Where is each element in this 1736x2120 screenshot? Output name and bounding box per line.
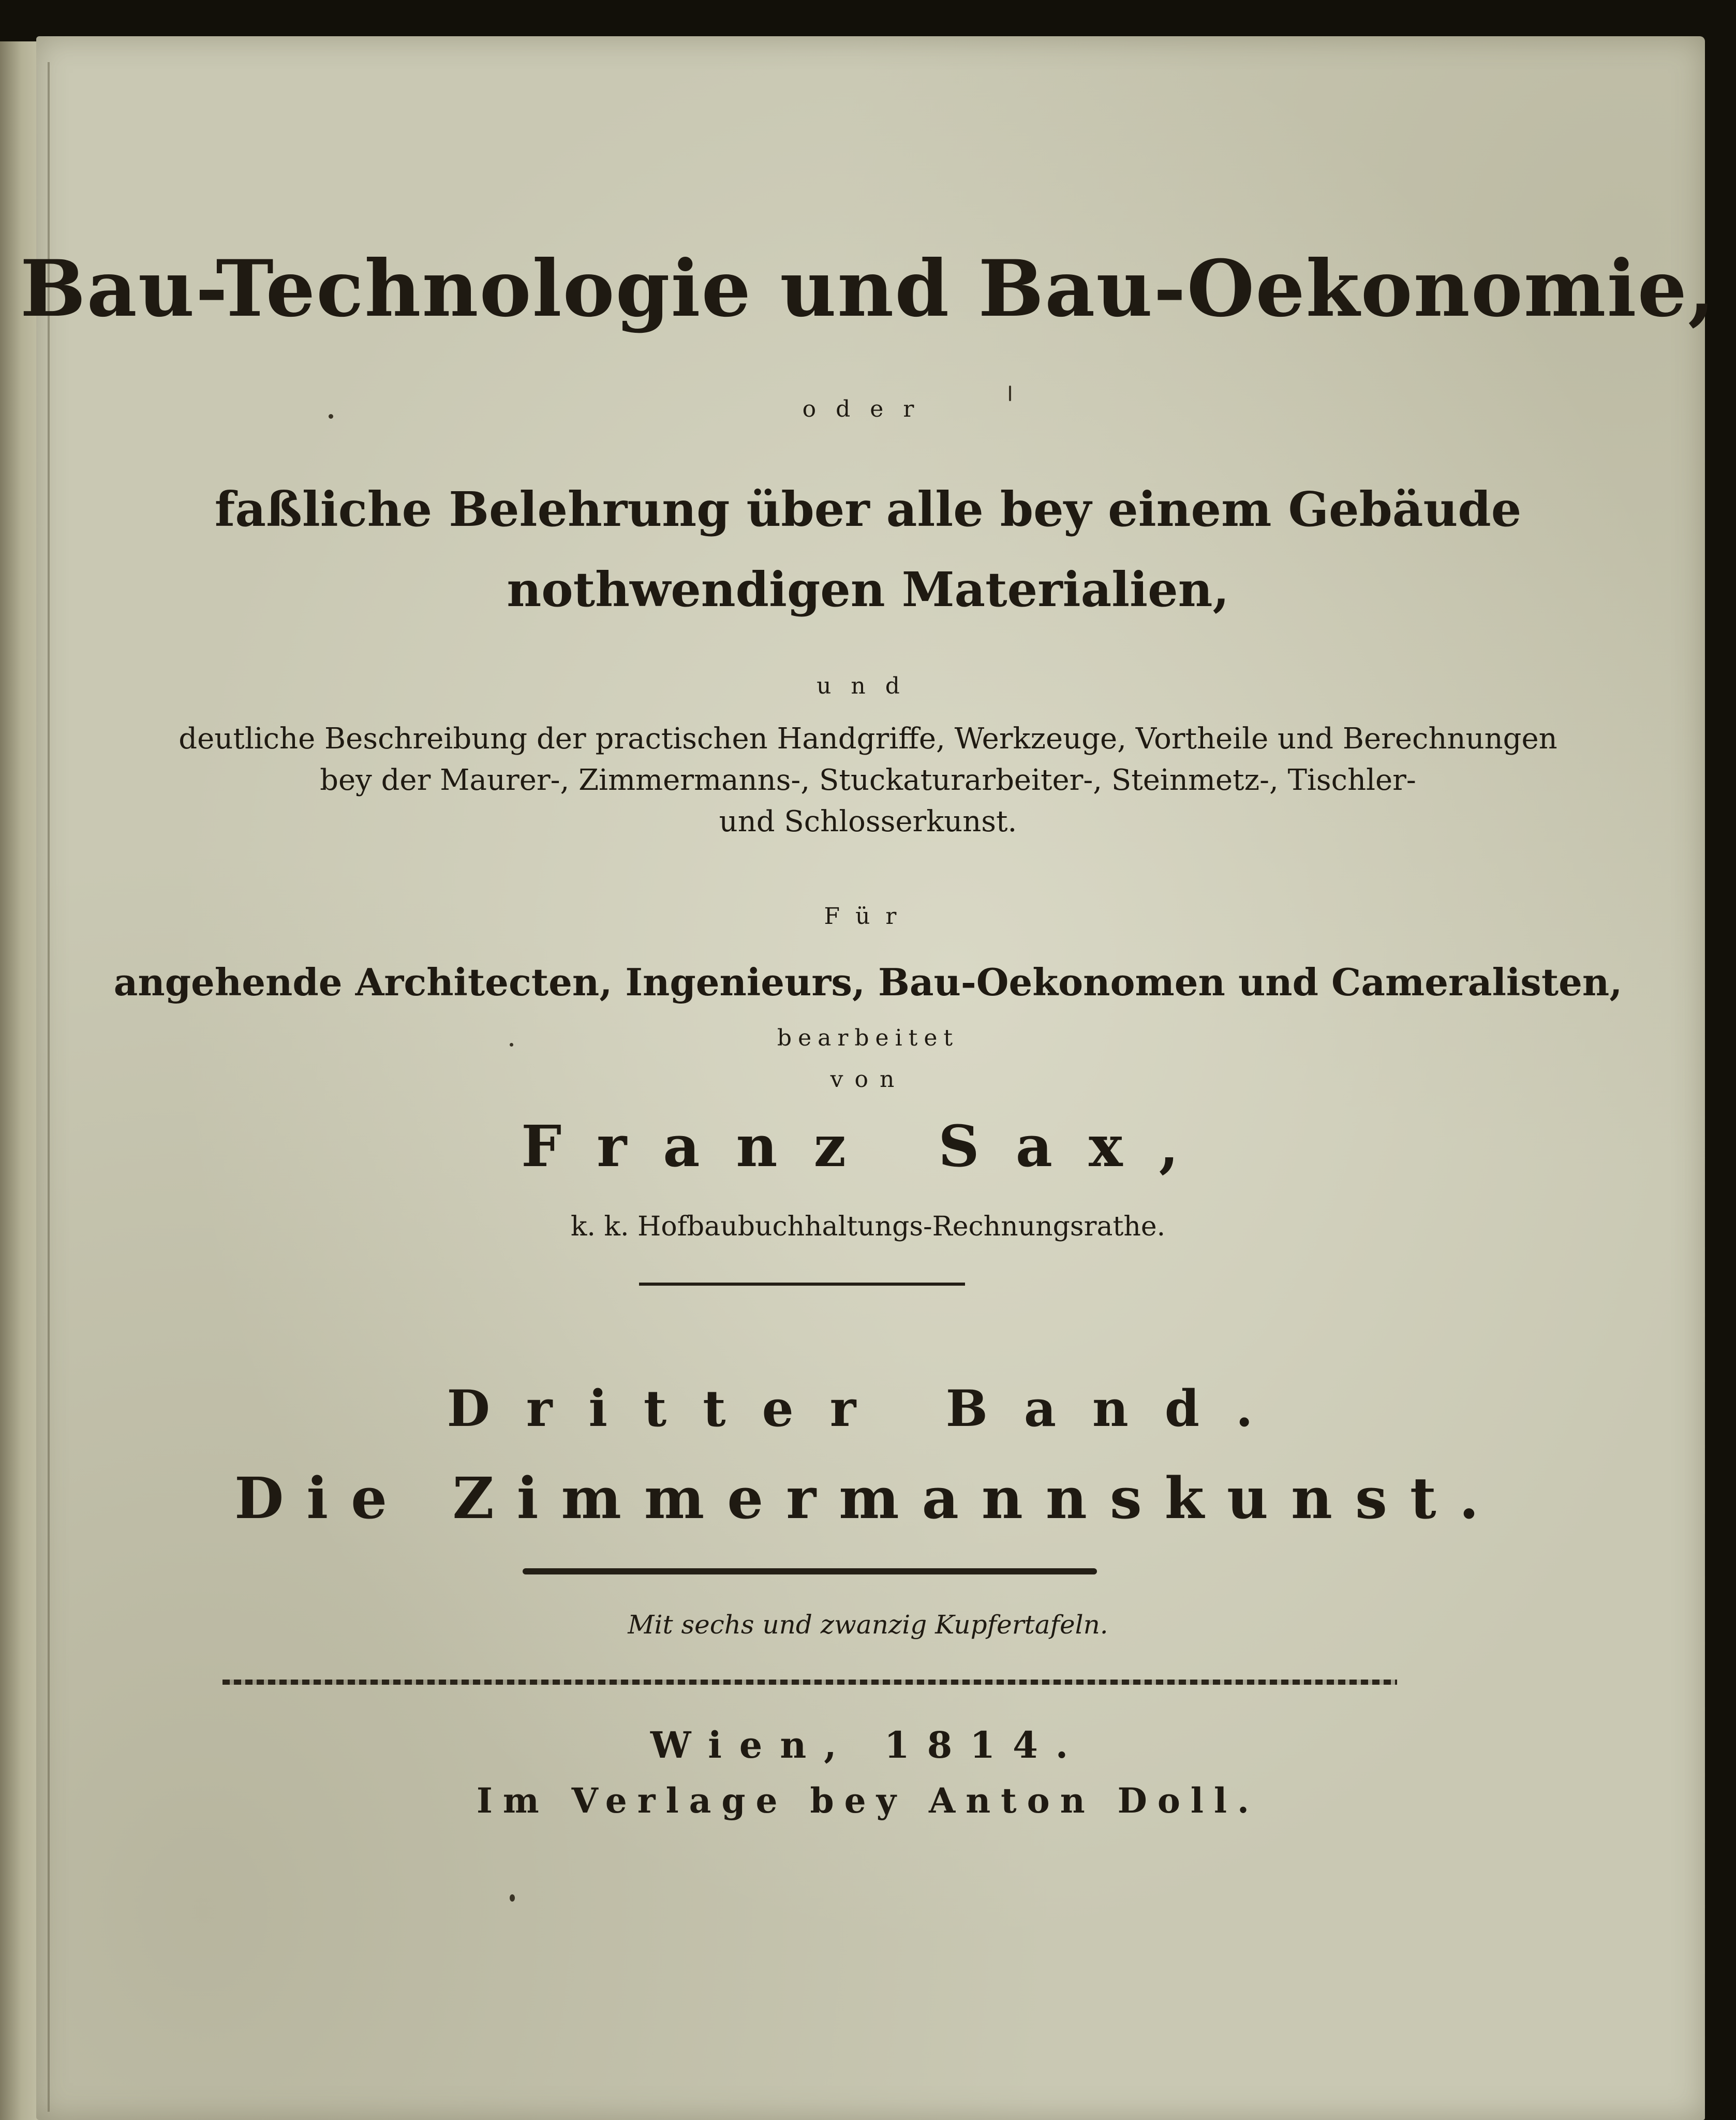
ink-speck	[510, 1894, 515, 1902]
conjunction-und: und	[817, 673, 919, 699]
main-title: Bau-Technologie und Bau-Oekonomie,	[20, 243, 1716, 334]
description-line-1: deutliche Beschreibung der practischen Handgriffe, Werkzeuge, Vortheile und Berechnungen	[179, 722, 1557, 756]
ink-speck	[329, 414, 333, 419]
ink-speck	[510, 1043, 513, 1047]
edited-label: bearbeitet	[777, 1025, 959, 1051]
description-line-3: und Schlosserkunst.	[719, 805, 1017, 838]
volume-subject: Die Zimmermannskunst.	[234, 1465, 1502, 1532]
audience-line: angehende Architecten, Ingenieurs, Bau-Oekonomen und Cameralisten,	[113, 960, 1623, 1004]
subtitle-line-1: faßliche Belehrung über alle bey einem Gebäude	[214, 481, 1522, 537]
author-role: k. k. Hofbaubuchhaltungs-Rechnungsrathe.	[570, 1211, 1166, 1242]
conjunction-oder: oder	[802, 396, 934, 422]
volume-label: Dritter Band.	[447, 1379, 1289, 1438]
place-and-year: Wien, 1814.	[650, 1724, 1086, 1766]
for-label: Für	[824, 903, 912, 930]
divider-rule-thick	[523, 1568, 1097, 1574]
by-label: von	[830, 1066, 906, 1093]
divider-rule-dotted	[222, 1680, 1397, 1685]
publisher-line: Im Verlage bey Anton Doll.	[476, 1780, 1260, 1821]
divider-rule-short	[639, 1283, 965, 1286]
plates-note: Mit sechs und zwanzig Kupfertafeln.	[628, 1610, 1108, 1640]
author-name: Franz Sax,	[521, 1113, 1215, 1180]
description-line-2: bey der Maurer-, Zimmermanns-, Stuckaturarbeiter-, Steinmetz-, Tischler-	[320, 763, 1416, 797]
subtitle-line-2: nothwendigen Materialien,	[507, 562, 1229, 617]
ink-speck	[1009, 386, 1011, 401]
